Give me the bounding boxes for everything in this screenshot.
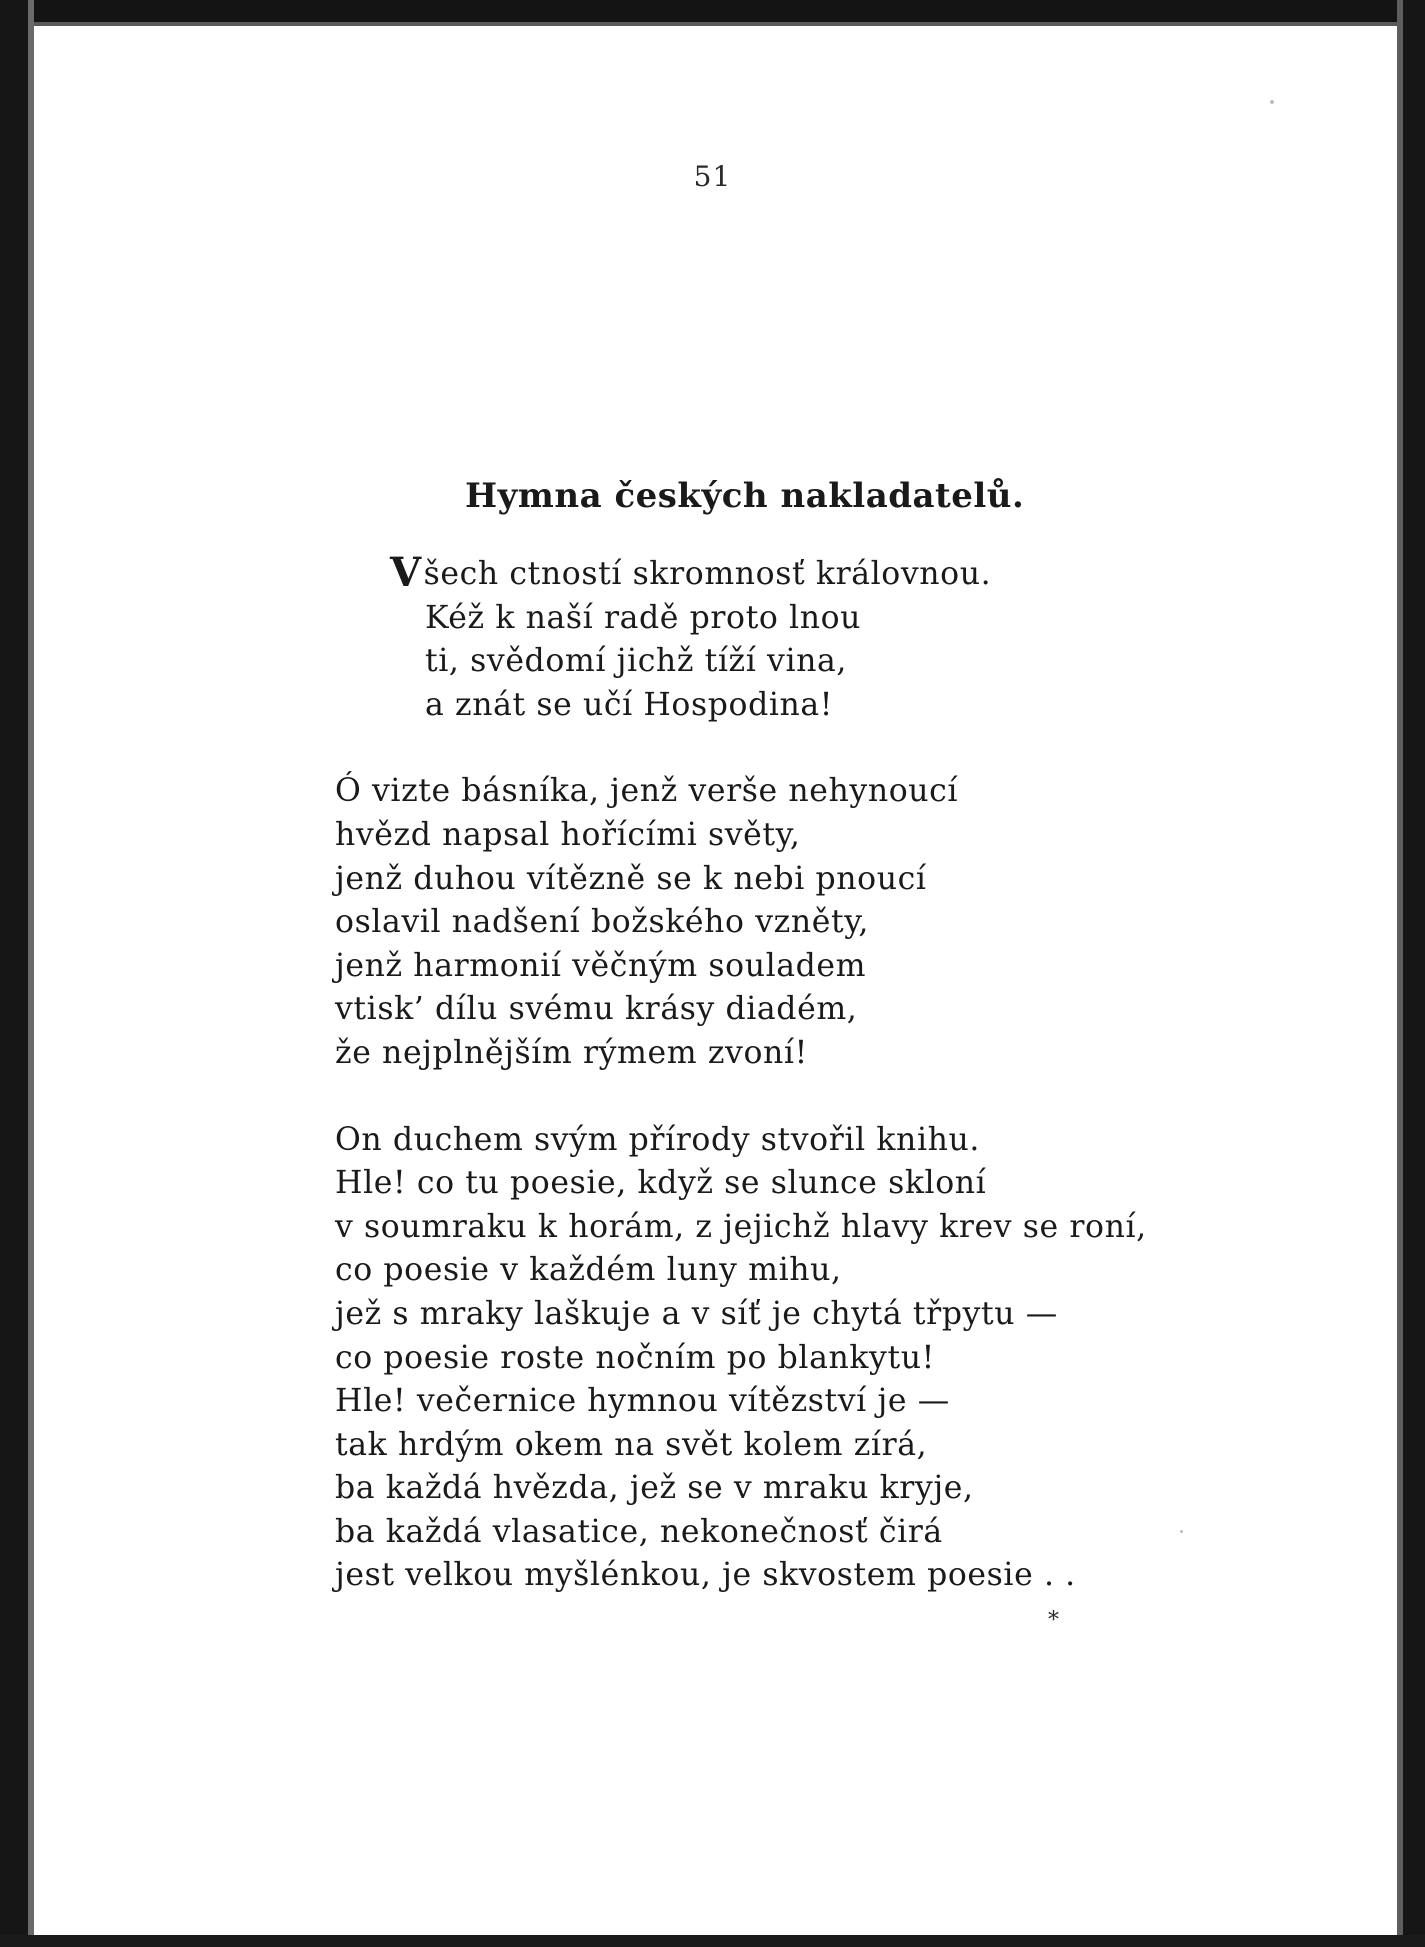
page-number: 51 (693, 160, 732, 193)
poem-line: Ó vizte básníka, jenž verše nehynoucí (335, 773, 959, 810)
poem-line: co poesie v každém luny mihu, (335, 1252, 842, 1289)
stanza-2 (335, 770, 1335, 1075)
decorative-initial: V (390, 549, 422, 596)
end-asterisk: * (1048, 1608, 1059, 1633)
poem-line: co poesie roste nočním po blankytu! (335, 1339, 935, 1376)
poem-line-text: šech ctností skromnosť královnou. (423, 556, 992, 592)
poem-line: a znát se učí Hospodina! (425, 686, 834, 723)
poem-line: že nejplnějším rýmem zvoní! (335, 1034, 808, 1071)
scan-edge-left-shadow (28, 0, 34, 1947)
poem-body (335, 549, 1335, 1598)
poem-line: Kéž k naší radě proto lnou (425, 599, 862, 636)
poem-line: oslavil nadšení božského vzněty, (335, 904, 870, 941)
paper-speck (1270, 100, 1274, 104)
poem-line: tak hrdým okem na svět kolem zírá, (335, 1426, 928, 1463)
scan-edge-right-shadow (1397, 0, 1403, 1947)
scan-edge-top (0, 0, 1425, 22)
poem-line: ti, svědomí jichž tíží vina, (425, 643, 847, 680)
poem-line: Hle! co tu poesie, když se slunce skloní (335, 1165, 987, 1202)
scan-edge-right (1403, 0, 1425, 1947)
poem-line: jenž duhou vítězně se k nebi pnoucí (335, 860, 927, 897)
poem-line: Hle! večernice hymnou vítězství je — (335, 1383, 950, 1420)
scan-edge-top-shadow (0, 22, 1425, 26)
poem-line: vtisk’ dílu svému krásy diadém, (335, 991, 858, 1028)
scan-edge-bottom (0, 1935, 1425, 1947)
scan-edge-left (0, 0, 28, 1947)
poem-line (335, 549, 1335, 597)
stanza-3 (335, 1119, 1335, 1599)
poem-line: jenž harmonií věčným souladem (335, 947, 867, 984)
poem-line: hvězd napsal hořícími světy, (335, 816, 801, 853)
poem-line: v soumraku k horám, z jejichž hlavy krev se roní, (335, 1208, 1147, 1245)
stanza-1 (335, 549, 1335, 727)
poem-line: jež s mraky laškuje a v síť je chytá třpytu — (335, 1295, 1058, 1332)
poem-line: ba každá hvězda, jež se v mraku kryje, (335, 1470, 974, 1507)
poem-title: Hymna českých nakladatelů. (465, 476, 1025, 516)
poem-line: ba každá vlasatice, nekonečnosť čirá (335, 1513, 943, 1550)
poem-line: On duchem svým přírody stvořil knihu. (335, 1121, 981, 1158)
poem-line: jest velkou myšlénkou, je skvostem poesie . . (335, 1557, 1076, 1594)
